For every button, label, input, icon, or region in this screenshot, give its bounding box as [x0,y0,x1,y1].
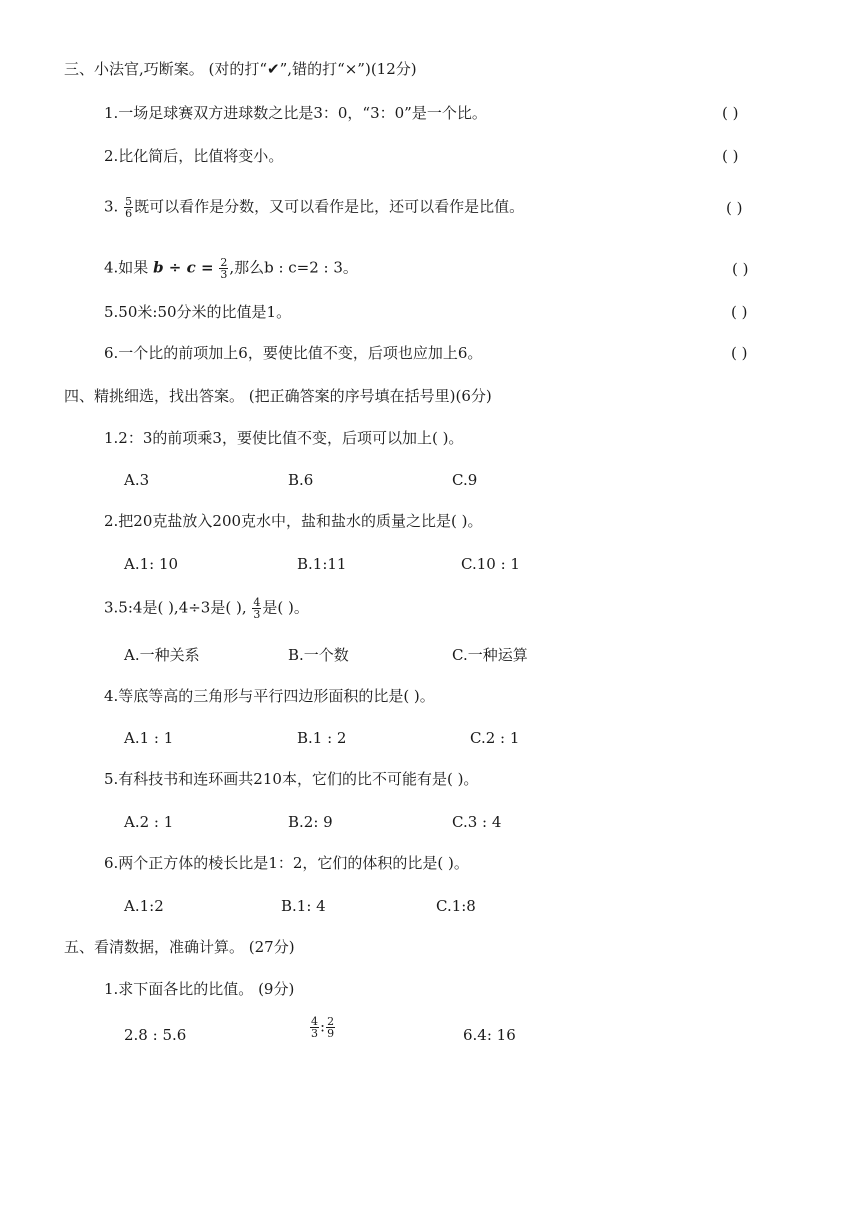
s3-item-4 [104,257,358,280]
s4-q2-option-c[interactable]: C.10 : 1 [461,555,520,573]
s4-q3-text-b: 是( )。 [262,598,309,617]
section5-subtitle: 1.求下面各比的比值。 (9分) [104,980,295,998]
s3-item-3-fraction: $\frac{5}{6}$ [125,195,133,220]
s3-item-6: 6.一个比的前项加上6，要使比值不变，后项也应加上6。 [104,344,483,362]
s4-q3-option-c[interactable]: C.一种运算 [452,646,528,664]
s3-item-3-text: 既可以看作是分数，又可以看作是比，还可以看作是比值。 [134,197,525,216]
s4-q3-fraction: $\frac{4}{3}$ [253,596,261,621]
s4-q4-option-a[interactable]: A.1 : 1 [124,729,174,747]
section4-title: 四、精挑细选，找出答案。 (把正确答案的序号填在括号里)(6分) [64,387,492,405]
s4-question-6: 6.两个正方体的棱长比是1：2，它们的体积的比是( )。 [104,854,469,872]
s4-q1-option-c[interactable]: C.9 [452,471,478,489]
s3-item-4-fraction: $\frac{2}{3}$ [220,256,228,281]
section3-title: 三、小法官,巧断案。 (对的打“✔”,错的打“×”)(12分) [64,60,417,78]
s3-item-4-text: ,那么b : c=2 : 3。 [229,258,358,277]
s5-calc-fraction-1: $\frac{4}{3}$ [311,1015,318,1040]
s4-question-1: 1.2：3的前项乘3，要使比值不变，后项可以加上( )。 [104,429,464,447]
s4-q2-option-b[interactable]: B.1:11 [297,555,347,573]
s3-item-1: 1.一场足球赛双方进球数之比是3：0，“3：0”是一个比。 [104,104,487,122]
s4-q4-option-b[interactable]: B.1 : 2 [297,729,347,747]
s3-item-5: 5.50米:50分米的比值是1。 [104,303,292,321]
s4-q6-option-c[interactable]: C.1:8 [436,897,476,915]
s4-q3-option-a[interactable]: A.一种关系 [124,646,200,664]
s5-calc-item-1: 2.8 : 5.6 [124,1026,187,1044]
s3-answer-paren-5[interactable]: ( ) [731,303,748,321]
s4-q6-option-b[interactable]: B.1: 4 [281,897,326,915]
s4-q5-option-b[interactable]: B.2: 9 [288,813,333,831]
s3-answer-paren-3[interactable]: ( ) [726,199,743,217]
s4-q3-text-a: 3.5:4是( ),4÷3是( ), [104,598,247,617]
s3-item-4-math: b ÷ c = [153,258,214,277]
s4-q5-option-c[interactable]: C.3 : 4 [452,813,502,831]
s4-q1-option-a[interactable]: A.3 [124,471,150,489]
s4-q2-option-a[interactable]: A.1: 10 [124,555,179,573]
s3-answer-paren-6[interactable]: ( ) [731,344,748,362]
s4-q1-option-b[interactable]: B.6 [288,471,314,489]
s4-question-5: 5.有科技书和连环画共210本，它们的比不可能有是( )。 [104,770,479,788]
s3-item-2: 2.比化简后，比值将变小。 [104,147,284,165]
s5-calc-ratio-colon: : [320,1017,326,1036]
s4-q5-option-a[interactable]: A.2 : 1 [124,813,174,831]
s4-question-4: 4.等底等高的三角形与平行四边形面积的比是( )。 [104,687,435,705]
s5-calc-fraction-2: $\frac{2}{9}$ [327,1015,335,1040]
s4-question-2: 2.把20克盐放入200克水中，盐和盐水的质量之比是( )。 [104,512,483,530]
s3-item-3-prefix: 3. [104,197,119,216]
s5-calc-item-3: 6.4: 16 [463,1026,516,1044]
s3-item-4-prefix: 4.如果 [104,258,149,277]
s3-answer-paren-1[interactable]: ( ) [722,104,739,122]
s5-calc-item-2 [309,1016,336,1039]
s3-item-3 [104,196,524,219]
section5-title: 五、看清数据，准确计算。 (27分) [64,938,295,956]
s3-answer-paren-2[interactable]: ( ) [722,147,739,165]
s3-answer-paren-4[interactable]: ( ) [732,260,749,278]
s4-q6-option-a[interactable]: A.1:2 [124,897,164,915]
s4-q4-option-c[interactable]: C.2 : 1 [470,729,520,747]
s4-q3-option-b[interactable]: B.一个数 [288,646,349,664]
s4-question-3 [104,597,309,620]
